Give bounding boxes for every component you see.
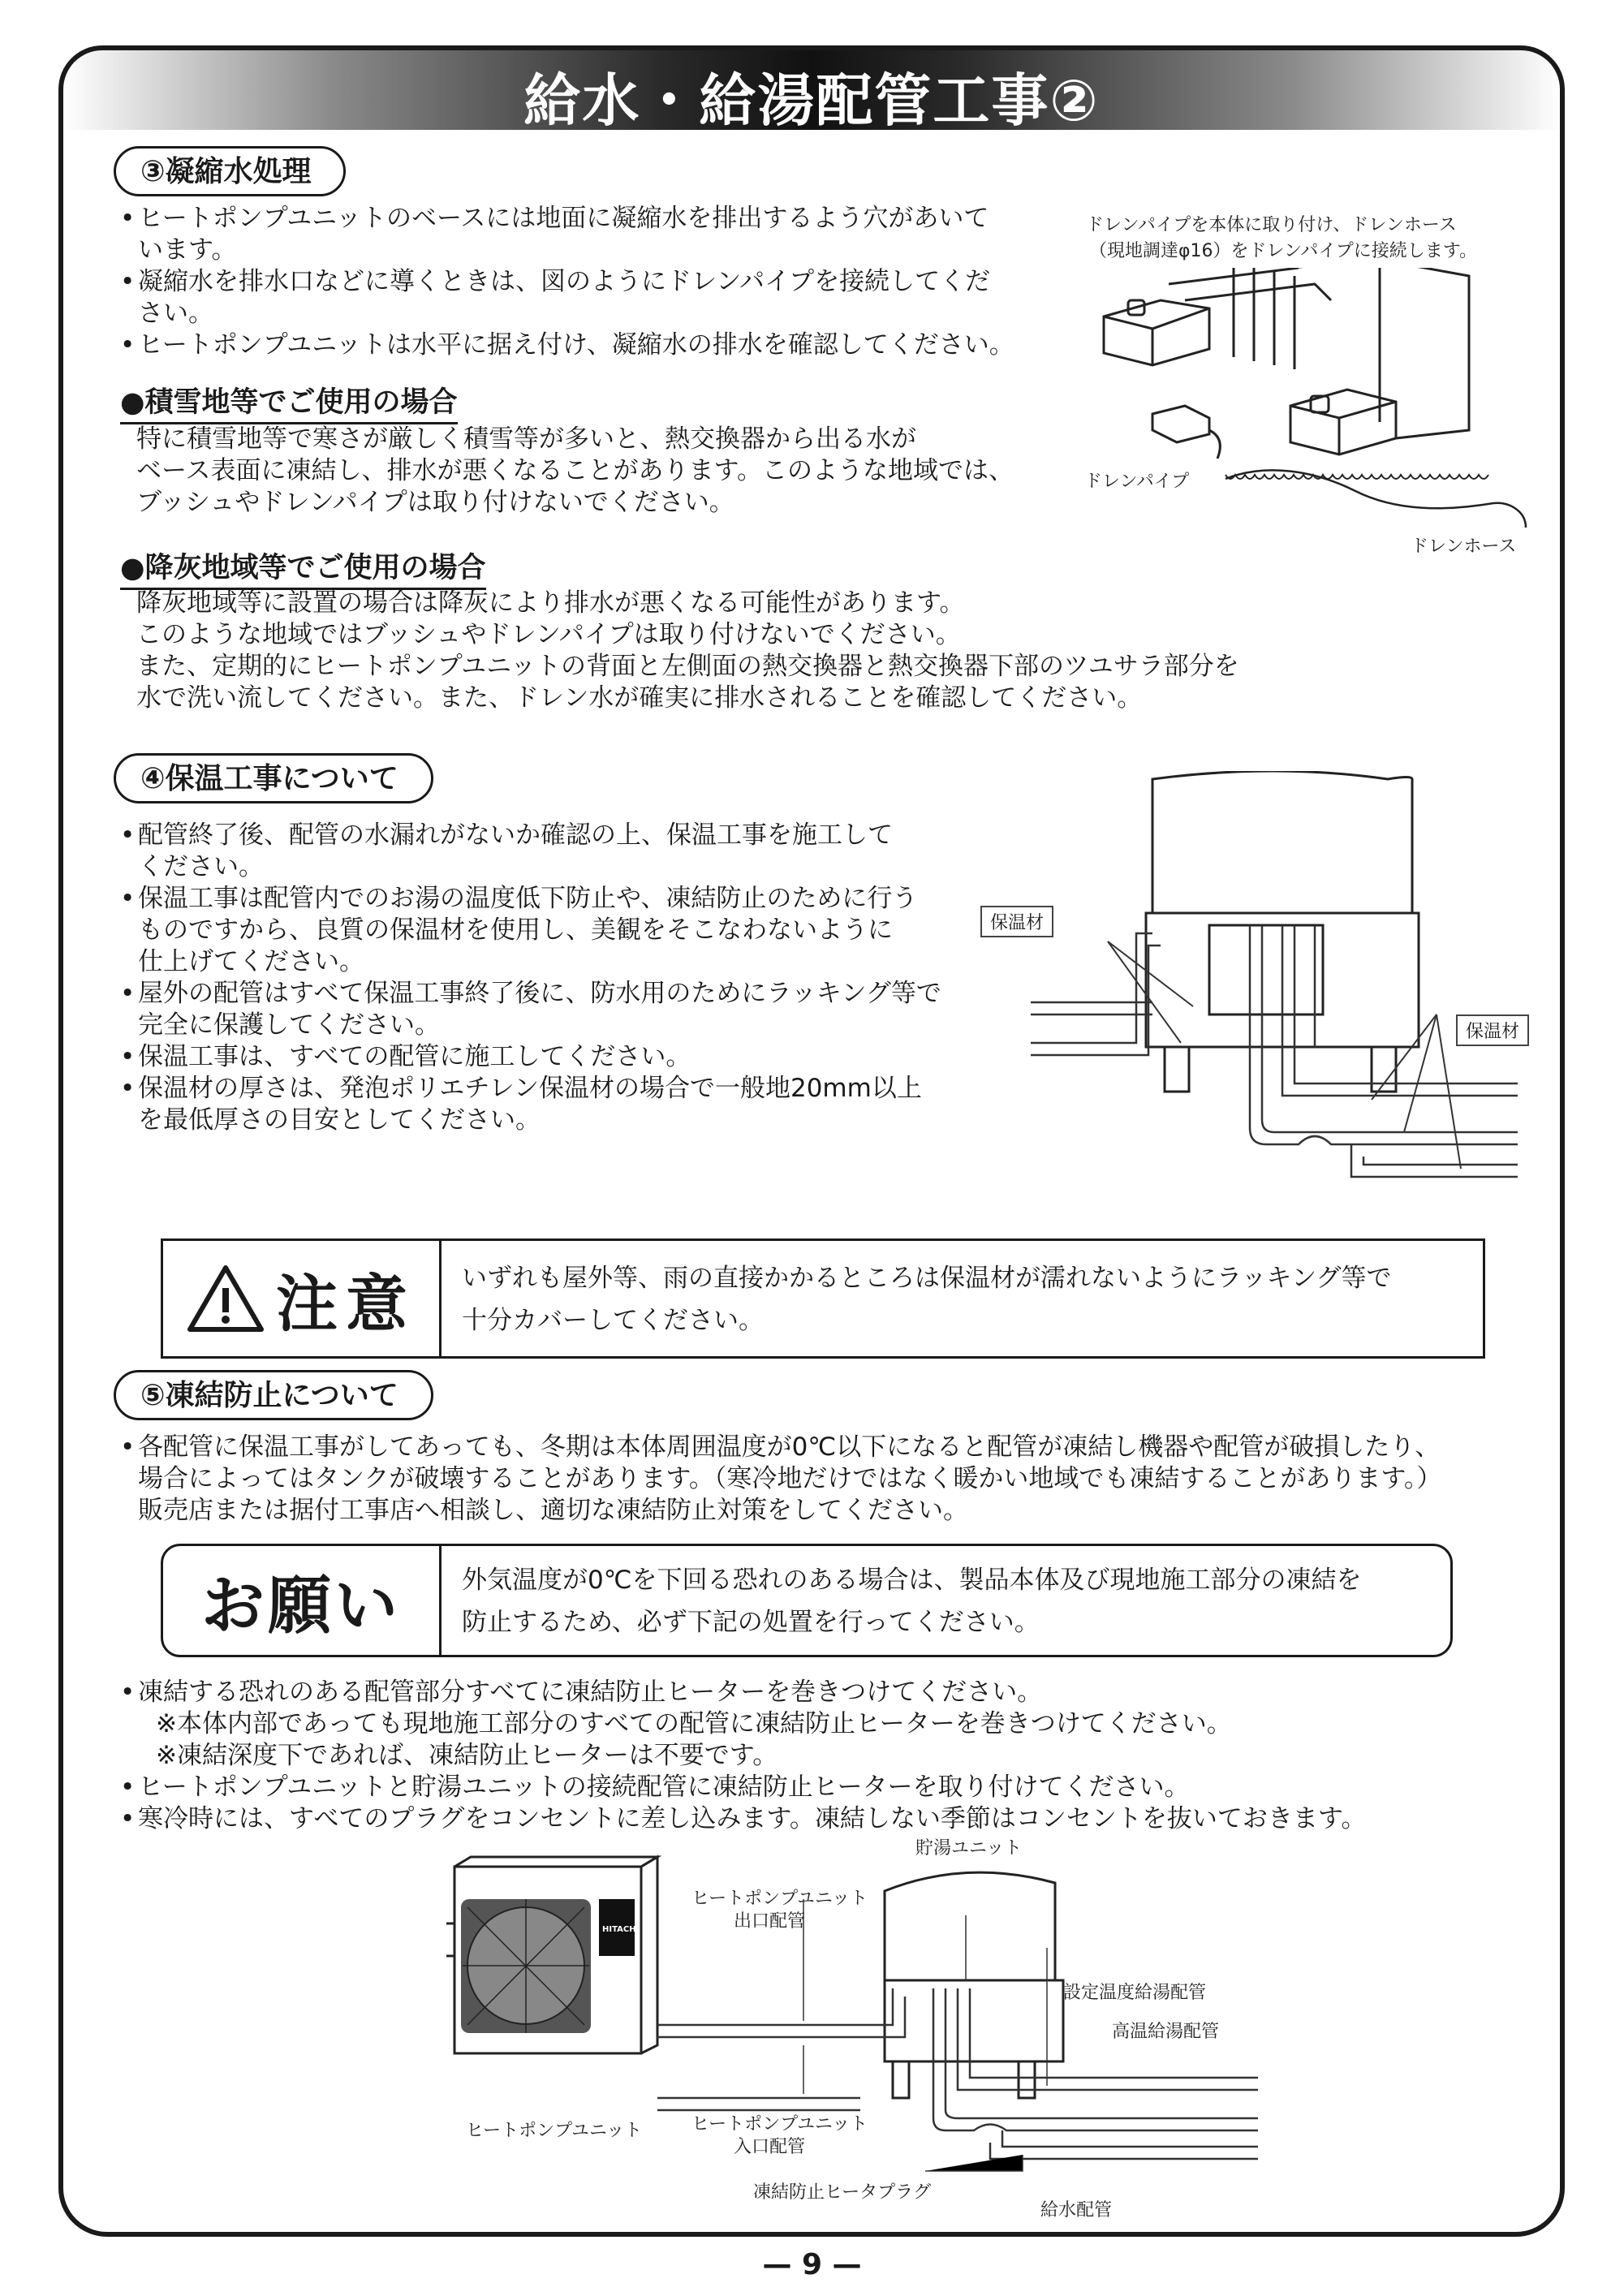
title-bar [58, 45, 1565, 130]
insulation-bullets [120, 820, 980, 1136]
measure-item: • 凍結する恐れのある配管部分すべてに凍結防止ヒーターを巻きつけてください。 [120, 1677, 1565, 1708]
text-line: 外気温度が0℃を下回る恐れのある場合は、製品本体及び現地施工部分の凍結を [462, 1566, 1362, 1595]
bullet-line: • 保温工事は配管内でのお湯の温度低下防止や、凍結防止のために行う [138, 884, 918, 913]
measure-item: • ヒートポンプユニットと貯湯ユニットの接続配管に凍結防止ヒーターを取り付けてください。 [120, 1772, 1565, 1803]
bullet-item [120, 1041, 980, 1073]
bullet-line: • ヒートポンプユニットは水平に据え付け、凝縮水の排水を確認してください。 [138, 330, 1014, 360]
intro-line: 場合によってはタンクが破壊することがあります。（寒冷地だけではなく暖かい地域でも凍結することがあります。） [138, 1464, 1442, 1493]
freeze-intro [120, 1432, 1549, 1527]
bullet-line: • 凝縮水を排水口などに導くときは、図のようにドレンパイプを接続してくだ [138, 267, 991, 296]
bullet-item [120, 883, 980, 978]
insulation-label-left: 保温材 [980, 906, 1053, 937]
text-line: ベース表面に凍結し、排水が悪くなることがあります。このような地域では、 [136, 456, 1014, 485]
caution-label: 注意 [276, 1267, 416, 1340]
page-number: — 9 — [762, 2248, 862, 2281]
text-line: 水で洗い流してください。また、ドレン水が確実に排水されることを確認してください。 [136, 683, 1143, 713]
bullet-line: 仕上げてください。 [138, 947, 364, 976]
bullet-line: • ヒートポンプユニットのベースには地面に凝縮水を排出するよう穴があいて [138, 204, 989, 233]
bullet-line: さい。 [138, 299, 213, 328]
bullet-item [120, 330, 1037, 361]
measure-item: • 寒冷時には、すべてのプラグをコンセントに差し込みます。凍結しない季節はコンセントを抜いておきます。 [120, 1803, 1565, 1835]
text-line: このような地域ではブッシュやドレンパイプは取り付けないでください。 [136, 620, 961, 649]
snow-heading: ●積雪地等でご使用の場合 [120, 380, 458, 424]
bullet-line: • 保温材の厚さは、発泡ポリエチレン保温材の場合で一般地20mm以上 [138, 1074, 922, 1103]
text-line: ブッシュやドレンパイプは取り付けないでください。 [136, 488, 734, 517]
request-box [161, 1544, 1453, 1657]
hp-unit-label: ヒートポンプユニット [466, 2121, 643, 2141]
bullet-line: 完全に保護してください。 [138, 1010, 440, 1040]
text-line: いずれも屋外等、雨の直接かかるところは保温材が濡れないようにラッキング等で [462, 1264, 1392, 1293]
tank-label: 貯湯ユニット [915, 1838, 1023, 1859]
text-line: また、定期的にヒートポンプユニットの背面と左側面の熱交換器と熱交換器下部のツユサラ部分を [136, 652, 1239, 681]
drain-hose-label: ドレンホース [1411, 536, 1517, 557]
request-text [462, 1559, 1362, 1643]
caution-box [161, 1238, 1485, 1359]
intro-line: • 各配管に保温工事がしてあっても、冬期は本体周囲温度が0℃以下になると配管が凍結し機器や配管が破損したり、 [120, 1432, 1549, 1463]
section-heading-insulation: ④保温工事について [114, 753, 433, 803]
bullet-line: ください。 [138, 852, 264, 881]
drain-pipe-label: ドレンパイプ [1084, 472, 1190, 492]
hp-in-label-2: 入口配管 [734, 2137, 806, 2157]
request-head [163, 1546, 442, 1655]
set-temp-label: 設定温度給湯配管 [1063, 1983, 1207, 2003]
hp-in-label-1: ヒートポンプユニット [691, 2114, 868, 2134]
water-supply-label: 給水配管 [1040, 2200, 1113, 2221]
measure-note: ※凍結深度下であれば、凍結防止ヒーターは不要です。 [156, 1741, 778, 1770]
condensate-bullets [120, 203, 1037, 361]
freeze-measures [120, 1677, 1565, 1835]
bullet-item [120, 978, 980, 1041]
caution-head [163, 1241, 442, 1356]
section-heading-condensate: ③凝縮水処理 [114, 146, 346, 196]
bullet-line: • 屋外の配管はすべて保温工事終了後に、防水用のためにラッキング等で [138, 979, 941, 1008]
bullet-line: ものですから、良質の保温材を使用し、美観をそこなわないように [138, 915, 893, 945]
hp-out-label-1: ヒートポンプユニット [691, 1889, 868, 1909]
bullet-line: • 保温工事は、すべての配管に施工してください。 [138, 1042, 691, 1071]
section-heading-freeze: ⑤凍結防止について [114, 1370, 433, 1420]
insulation-figure [1031, 771, 1518, 1217]
text-line: 防止するため、必ず下記の処置を行ってください。 [462, 1608, 1040, 1637]
brand-logo: HITACHI [602, 1925, 640, 1934]
bullet-item [120, 1073, 980, 1136]
intro-line: 販売店または据付工事店へ相談し、適切な凍結防止対策をしてください。 [138, 1496, 968, 1525]
insulation-label-right: 保温材 [1456, 1014, 1529, 1046]
drain-caption-2: （現地調達φ16）をドレンパイプに接続します。 [1089, 241, 1477, 261]
request-label: お願い [200, 1570, 401, 1643]
hp-out-label-2: 出口配管 [734, 1911, 806, 1932]
text-line: 十分カバーしてください。 [462, 1306, 764, 1335]
ash-text [136, 588, 1239, 714]
bullet-line: を最低厚さの目安としてください。 [138, 1105, 541, 1135]
text-line: 降灰地域等に設置の場合は降灰により排水が悪くなる可能性があります。 [136, 588, 965, 618]
bullet-line: • 配管終了後、配管の水漏れがないか確認の上、保温工事を施工して [138, 821, 893, 850]
bullet-item [120, 203, 1037, 266]
caution-text [462, 1257, 1391, 1342]
page-title: 給水・給湯配管工事② [523, 67, 1100, 130]
measure-note: ※本体内部であっても現地施工部分のすべての配管に凍結防止ヒーターを巻きつけてください。 [156, 1709, 1232, 1738]
bullet-item [120, 266, 1037, 330]
text-line: 特に積雪地等で寒さが厳しく積雪等が多いと、熱交換器から出る水が [136, 424, 916, 454]
snow-text [136, 424, 1014, 519]
drain-caption-1: ドレンパイプを本体に取り付け、ドレンホース [1086, 215, 1457, 235]
warning-triangle-icon [187, 1264, 265, 1333]
plug-label: 凍結防止ヒータプラグ [753, 2182, 932, 2203]
bullet-line: います。 [138, 235, 237, 265]
bullet-item [120, 820, 980, 883]
ash-heading: ●降灰地域等でご使用の場合 [120, 545, 486, 590]
high-temp-label: 高温給湯配管 [1112, 2022, 1220, 2042]
